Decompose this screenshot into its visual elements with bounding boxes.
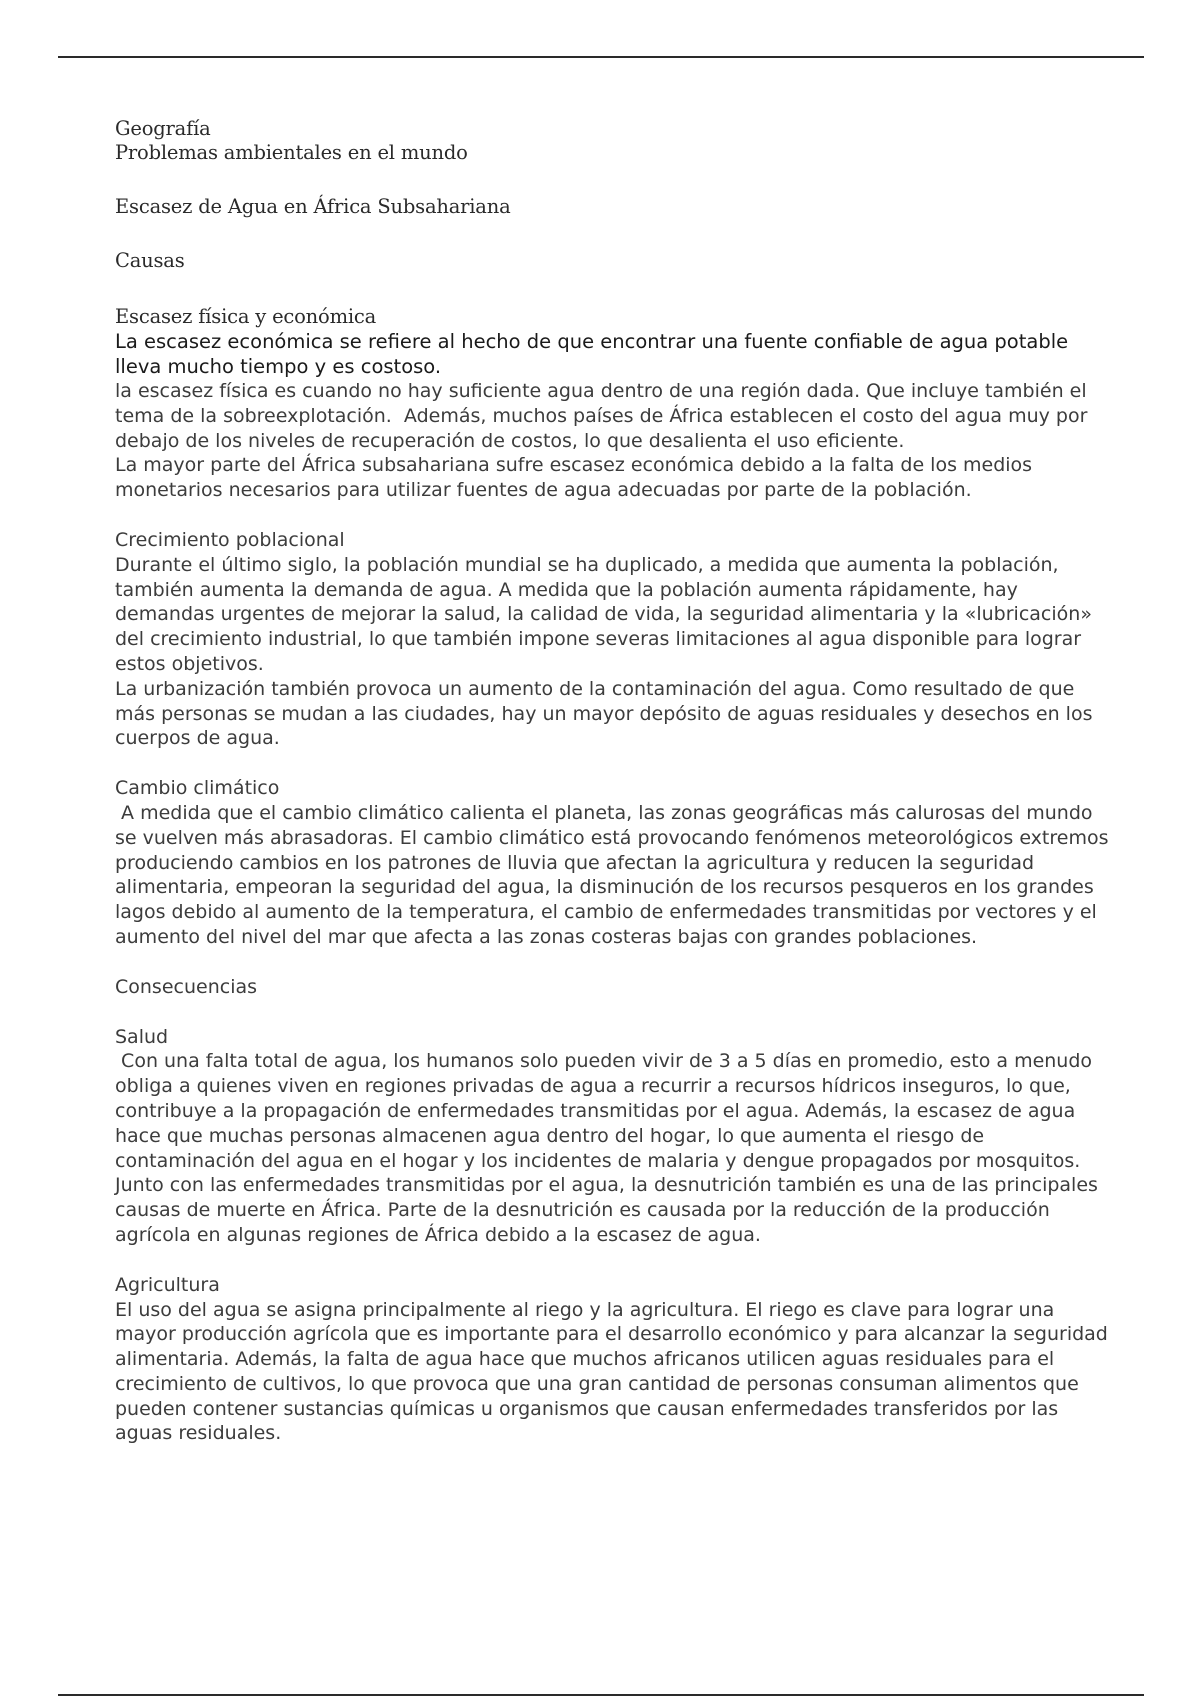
health-paragraph-2: Junto con las enfermedades transmitidas por el agua, la desnutrición también es una de las principales causas de muerte en África. Parte de la desnutrición es causada por la reducción de la producción agrícola en algunas regiones de África debido a la escasez de agua. [115,1174,1104,1246]
top-rule [58,56,1144,58]
population-heading: Crecimiento poblacional [115,528,345,551]
consequences-heading: Consecuencias [115,975,258,998]
topic-line: Problemas ambientales en el mundo [115,141,468,164]
climate-heading: Cambio climático [115,777,280,800]
physical-economic-heading: Escasez física y económica [115,305,377,328]
physical-economic-lead: La escasez económica se refiere al hecho de que encontrar una fuente confiable de agua potable lleva mucho tiempo y es costoso. [115,330,1069,378]
agriculture-paragraph: El uso del agua se asigna principalmente al riego y la agricultura. El riego es clave para lograr una mayor producción agrícola que es importante para el desarrollo económico y para alcanzar la seguridad alimentaria. Además, la falta de agua hace que muchos africanos utilicen aguas residuales para el crecimiento de cultivos, lo que provoca que una gran cantidad de personas consuman alimentos que pueden contener sustancias químicas u organismos que causan enfermedades transferidos por las aguas residuales. [115,1298,1114,1445]
climate-paragraph: A medida que el cambio climático calienta el planeta, las zonas geográficas más calurosas del mundo se vuelven más abrasadoras. El cambio climático está provocando fenómenos meteorológicos extremos produciendo cambios en los patrones de lluvia que afectan la agricultura y reducen la seguridad alimentaria, empeoran la seguridad del agua, la disminución de los recursos pesqueros en los grandes lagos debido al aumento de la temperatura, el cambio de enfermedades transmitidas por vectores y el aumento del nivel del mar que afecta a las zonas costeras bajas con grandes poblaciones. [115,801,1115,948]
document-page [115,117,1115,1446]
population-paragraph-1: Durante el último siglo, la población mundial se ha duplicado, a medida que aumenta la población, también aumenta la demanda de agua. A medida que la población aumenta rápidamente, hay demandas urgentes de mejorar la salud, la calidad de vida, la seguridad alimentaria y la «lubricación» del crecimiento industrial, lo que también impone severas limitaciones al agua disponible para lograr estos objetivos. [115,553,1098,675]
agriculture-heading: Agricultura [115,1273,220,1296]
causes-heading: Causas [115,249,185,272]
economic-scarcity-paragraph: La mayor parte del África subsahariana sufre escasez económica debido a la falta de los medios monetarios necesarios para utilizar fuentes de agua adecuadas por parte de la población. [115,454,1039,502]
document-title: Escasez de Agua en África Subsahariana [115,195,511,218]
bottom-rule [58,1694,1144,1696]
health-heading: Salud [115,1025,169,1048]
subject-line: Geografía [115,117,211,140]
physical-scarcity-paragraph: la escasez física es cuando no hay suficiente agua dentro de una región dada. Que incluye también el tema de la sobreexplotación. Además, muchos países de África establecen el costo del agua muy por debajo de los niveles de recuperación de costos, lo que desalienta el uso eficiente. [115,380,1094,452]
population-paragraph-2: La urbanización también provoca un aumento de la contaminación del agua. Como resultado de que más personas se mudan a las ciudades, hay un mayor depósito de aguas residuales y desechos en los cuerpos de agua. [115,677,1099,750]
health-paragraph-1: Con una falta total de agua, los humanos solo pueden vivir de 3 a 5 días en promedio, esto a menudo obliga a quienes viven en regiones privadas de agua a recurrir a recursos hídricos inseguros, lo que, contribuye a la propagación de enfermedades transmitidas por el agua. Además, la escasez de agua hace que muchas personas almacenen agua dentro del hogar, lo que aumenta el riesgo de contaminación del agua en el hogar y los incidentes de malaria y dengue propagados por mosquitos. [115,1050,1099,1172]
